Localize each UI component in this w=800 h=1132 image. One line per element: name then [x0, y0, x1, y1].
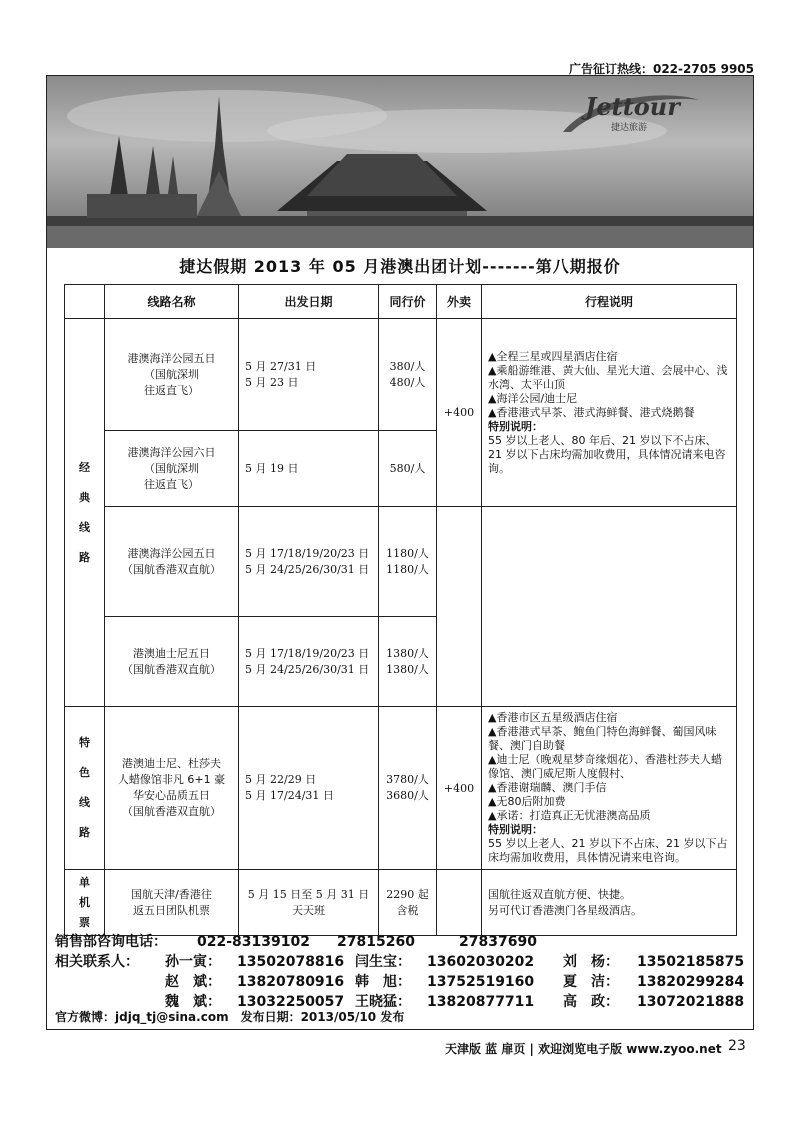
retail-markup-empty — [437, 870, 482, 936]
contact-name: 刘 杨： — [563, 954, 619, 970]
contact-name: 韩 旭： — [355, 974, 411, 990]
contact-phone: 13820780916 — [237, 974, 345, 990]
contact-name: 孙一寅： — [165, 954, 221, 970]
departure-dates: 5 月 19 日 — [239, 431, 379, 507]
ad-frame — [46, 75, 754, 1030]
logo-name: Jettour — [585, 92, 680, 121]
peer-price: 3780/人 3680/人 — [379, 707, 437, 870]
peer-price: 580/人 — [379, 431, 437, 507]
header-blank — [65, 285, 105, 319]
departure-dates: 5 月 22/29 日 5 月 17/24/31 日 — [239, 707, 379, 870]
category-ticket: 单机票 — [65, 870, 105, 936]
contact-name: 王晓猛： — [355, 994, 411, 1010]
contact-name: 闫生宝： — [355, 954, 411, 970]
contact-phone: 13820877711 — [427, 994, 535, 1010]
contact-name: 高 政： — [563, 994, 619, 1010]
sales-phone: 27815260 — [337, 934, 415, 950]
footer-text: 天津版 蓝 扉页 | 欢迎浏览电子版 www.zyoo.net — [445, 1042, 722, 1056]
contact-name: 赵 斌： — [165, 974, 221, 990]
contact-name: 魏 斌： — [165, 994, 221, 1010]
header-date: 出发日期 — [239, 285, 379, 319]
category-classic: 经典线路 — [65, 319, 105, 707]
page-number: 23 — [728, 1038, 746, 1054]
departure-dates: 5 月 15 日至 5 月 31 日 天天班 — [239, 870, 379, 936]
table-row — [65, 507, 737, 617]
retail-markup-empty — [437, 507, 482, 707]
route-name: 国航天津/香港往 返五日团队机票 — [105, 870, 239, 936]
peer-price: 2290 起 含税 — [379, 870, 437, 936]
sales-phone: 27837690 — [459, 934, 537, 950]
header-itinerary: 行程说明 — [482, 285, 737, 319]
contact-phone: 13752519160 — [427, 974, 535, 990]
departure-dates: 5 月 17/18/19/20/23 日 5 月 24/25/26/30/31 日 — [239, 507, 379, 617]
retail-markup: +400 — [437, 707, 482, 870]
contact-phone: 13072021888 — [637, 994, 745, 1010]
table-row — [65, 319, 737, 431]
contact-phone: 13502185875 — [637, 954, 745, 970]
table-header-row — [65, 285, 737, 319]
route-name: 港澳海洋公园五日 （国航深圳 往返直飞） — [105, 319, 239, 431]
itinerary-description: ▲香港市区五星级酒店住宿 ▲香港港式早茶、鲍鱼门特色海鲜餐、葡国风味餐、澳门自助餐 ▲迪士尼（晚观星梦奇缘烟花）、香港杜莎夫人蜡像馆、澳门威尼斯人度假村、 ▲香港谢瑞麟、澳门手信 ▲无80后附加费 ▲承诺：打造真正无忧港澳高品质 特别说明： 55 岁以上老人、21 岁以下不占床、21 岁以下占床均需加收费用，具体情况请来电咨询。 — [482, 707, 737, 870]
peer-price: 380/人 480/人 — [379, 319, 437, 431]
table-row — [65, 707, 737, 870]
sales-label: 销售部咨询电话： — [55, 934, 167, 950]
route-name: 港澳迪士尼、杜莎夫 人蜡像馆非凡 6+1 豪 华安心品质五日 （国航香港双直航） — [105, 707, 239, 870]
table-row — [65, 870, 737, 936]
itinerary-description-empty — [482, 507, 737, 707]
contact-phone: 13820299284 — [637, 974, 745, 990]
contact-phone: 13502078816 — [237, 954, 345, 970]
contact-name: 夏 洁： — [563, 974, 619, 990]
departure-dates: 5 月 17/18/19/20/23 日 5 月 24/25/26/30/31 日 — [239, 617, 379, 707]
sales-phone: 022-83139102 — [197, 934, 310, 950]
related-label: 相关联系人： — [55, 954, 139, 970]
contact-phone: 13032250057 — [237, 994, 345, 1010]
peer-price: 1380/人 1380/人 — [379, 617, 437, 707]
jettour-logo — [553, 86, 703, 136]
weibo-publish-line: 官方微博：jdjq_tj@sina.com 发布日期：2013/05/10 发布 — [55, 1010, 405, 1024]
header-route: 线路名称 — [105, 285, 239, 319]
itinerary-description: 国航往返双直航方便、快捷。 另可代订香港澳门各星级酒店。 — [482, 870, 737, 936]
contact-phone: 13602030202 — [427, 954, 535, 970]
itinerary-description: ▲全程三星或四星酒店住宿 ▲乘船游维港、黄大仙、星光大道、会展中心、浅水湾、太平山顶 ▲海洋公园/迪士尼 ▲香港港式早茶、港式海鲜餐、港式烧鹅餐 特别说明： 55 岁以上老人、80 年后、21 岁以下不占床、21 岁以下占床均需加收费用，具体情况请来电咨询。 — [482, 319, 737, 507]
retail-markup: +400 — [437, 319, 482, 507]
category-special: 特色线路 — [65, 707, 105, 870]
page-title: 捷达假期 2013 年 05 月港澳出团计划-------第八期报价 — [179, 257, 621, 276]
logo-subtitle: 捷达旅游 — [611, 123, 648, 133]
header-retail: 外卖 — [437, 285, 482, 319]
page-footer — [0, 1036, 800, 1056]
temple-banner — [47, 76, 753, 248]
peer-price: 1180/人 1180/人 — [379, 507, 437, 617]
route-name: 港澳海洋公园六日 （国航深圳 往返直飞） — [105, 431, 239, 507]
route-name: 港澳海洋公园五日 （国航香港双直航） — [105, 507, 239, 617]
departure-dates: 5 月 27/31 日 5 月 23 日 — [239, 319, 379, 431]
route-name: 港澳迪士尼五日 （国航香港双直航） — [105, 617, 239, 707]
header-price: 同行价 — [379, 285, 437, 319]
ad-hotline: 广告征订热线：022-2705 9905 — [568, 62, 754, 76]
price-table — [64, 284, 737, 936]
